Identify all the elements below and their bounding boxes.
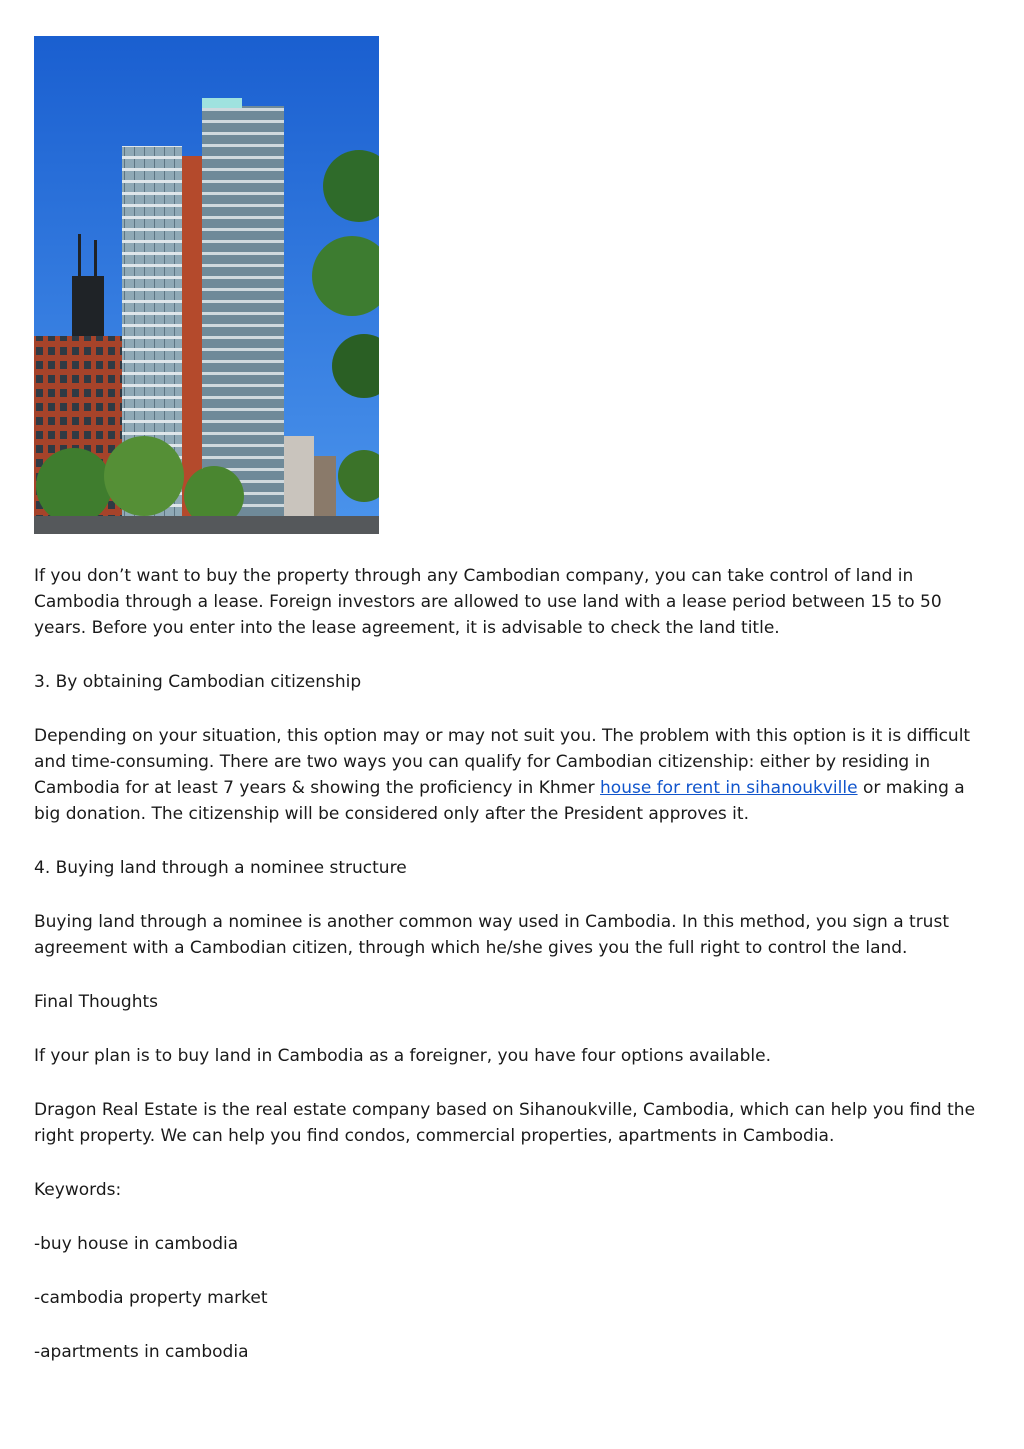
lease-paragraph: If you don’t want to buy the property through any Cambodian company, you can take control of land in Cambodia through a lease. Foreign investors are allowed to use land with a lease period between 15 to 50 years. Before you enter into the lease agreement, it is advisable to check the land title. [34,566,942,638]
article-body [34,563,994,1393]
heading-nominee: 4. Buying land through a nominee structure [34,858,407,878]
nominee-paragraph: Buying land through a nominee is another common way used in Cambodia. In this method, you sign a trust agreement with a Cambodian citizen, through which he/she gives you the full right to control the land. [34,912,949,958]
company-paragraph: Dragon Real Estate is the real estate company based on Sihanoukville, Cambodia, which can help you find the right property. We can help you find condos, commercial properties, apartments in Cambodia. [34,1100,976,1146]
final-paragraph: If your plan is to buy land in Cambodia as a foreigner, you have four options available. [34,1046,771,1066]
keywords-label: Keywords: [34,1180,122,1200]
keyword-item: -cambodia property market [34,1288,268,1308]
heading-final-thoughts: Final Thoughts [34,992,159,1012]
keyword-item: -buy house in cambodia [34,1234,239,1254]
keyword-item: -apartments in cambodia [34,1342,249,1362]
high-rise-building-photo-icon [34,36,379,534]
citizenship-text-after-link: or making a big donation. The citizenship will be considered only after the President approves it. [34,778,965,824]
building-photo [34,36,379,534]
citizenship-text-before-link: Depending on your situation, this option may or may not suit you. The problem with this option is it is difficult and time-consuming. There are two ways you can qualify for Cambodian citizenship: either by residing in Cambodia for at least 7 years & showing the proficiency in Khmer [34,726,971,798]
citizenship-paragraph [34,723,994,827]
heading-citizenship: 3. By obtaining Cambodian citizenship [34,672,362,692]
house-for-rent-link[interactable]: house for rent in sihanoukville [600,778,858,798]
